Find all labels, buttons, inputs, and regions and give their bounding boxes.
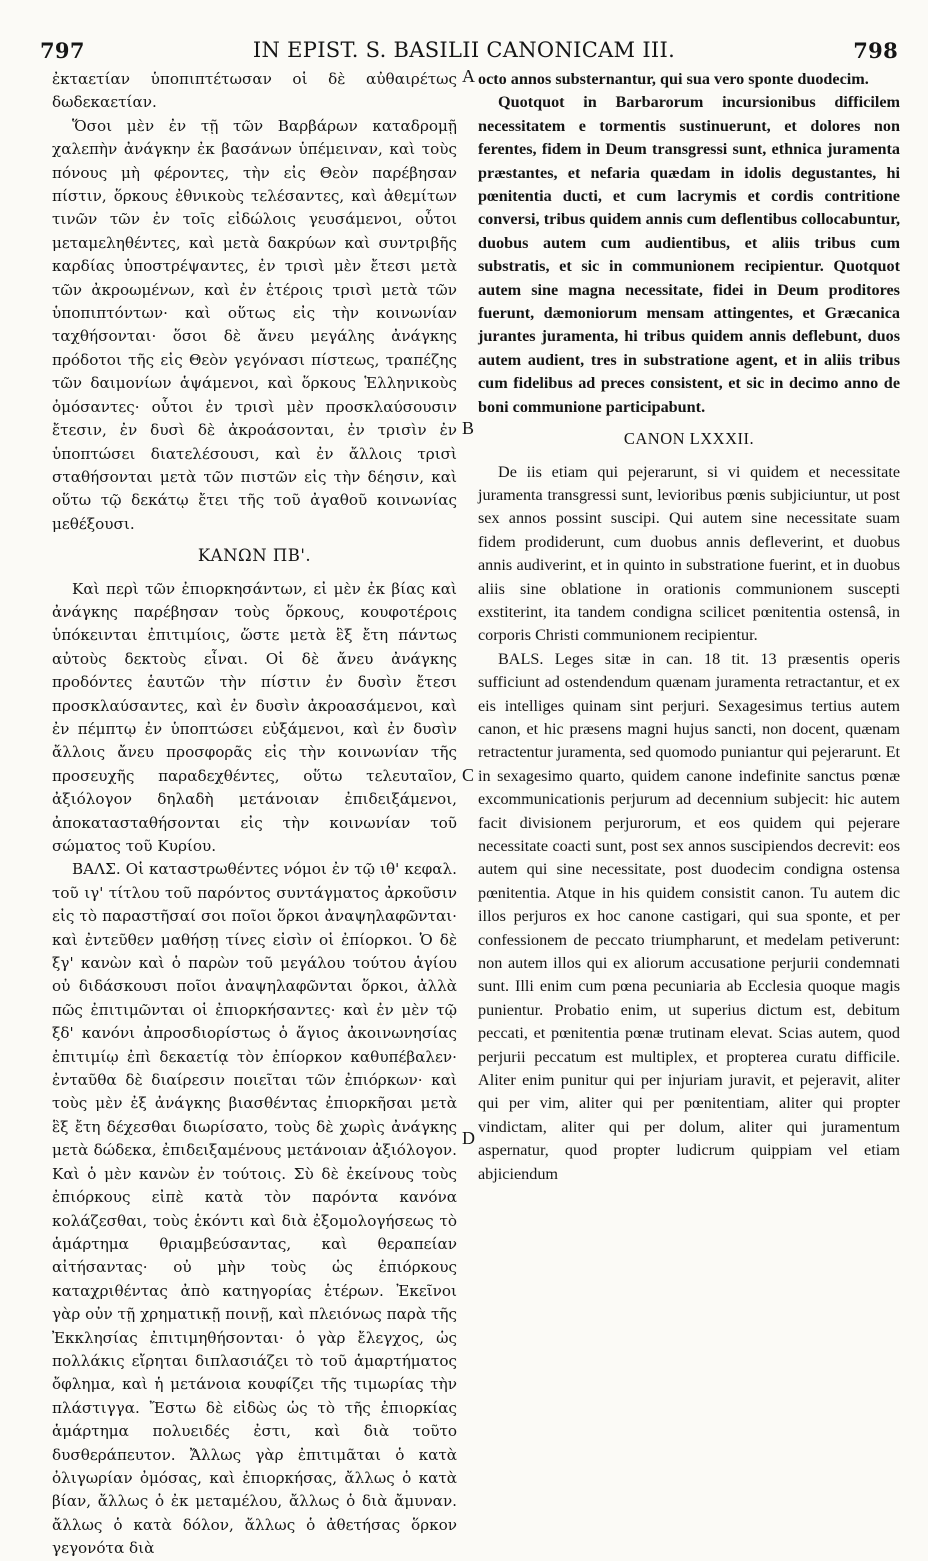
greek-balsamon-commentary: ΒΑΛΣ. Οἱ καταστρωθέντες νόμοι ἐν τῷ ιθ' κεφαλ. τοῦ ιγ' τίτλου τοῦ παρόντος συντάγματος ἀρκοῦσιν εἰς τὸ παραστῆσαί σοι ποῖοι ὅρκοι ἀναψηλαφῶνται· καὶ ἐντεῦθεν μαθήσῃ τίνες εἰσὶν οἱ ἐπίορκοι. Ὁ δὲ ξγ' κανὼν καὶ ὁ παρὼν τοῦ μεγάλου τούτου ἁγίου οὐ διδάσκουσι ποῖοι ἀναψηλαφῶνται ὅρκοι, ἀλλὰ πῶς ἐπιτιμῶνται οἱ ἐπιορκήσαντες· καὶ ἐν μὲν τῷ ξδ' κανόνι ἀπροσδιορίστως ὁ ἅγιος ἀκοινωνησίας ἐπιτιμίῳ ἐπὶ δεκαετίᾳ τὸν ἐπίορκον καθυπέβαλεν· ἐνταῦθα δὲ διαίρεσιν ποιεῖται τῶν ἐπιόρκων· καὶ τοὺς μὲν ἐξ ἀνάγκης βιασθέντας ἐπιορκῆσαι μετὰ ἓξ ἔτη δέχεσθαι διωρίσατο, τοὺς δὲ χωρὶς ἀνάγκης μετὰ δώδεκα, ἐπιδειξαμένους μετάνοιαν ἀξιόλογον. Καὶ ὁ μὲν κανὼν ἐν τούτοις. Σὺ δὲ ἐκείνους τοὺς ἐπιόρκους εἰπὲ κατὰ τὸν παρόντα κανόνα κολάζεσθαι, τοὺς ἑκόντι καὶ διὰ ἐξομολογήσεως τὸ ἁμάρτημα θριαμβεύσαντας, καὶ θεραπείαν αἰτήσαντας· οὐ μὴν τοὺς ὡς ἐπιόρκους καταχριθέντας ἀπὸ κατηγορίας ἑτέρων. Ἐκεῖνοι γὰρ οὐν τῇ χρηματικῇ ποινῇ, καὶ πλειόνως παρὰ τῆς Ἐκκλησίας ἐπιτιμηθήσονται· ὁ γὰρ ἔλεγχος, ὡς πολλάκις εἴρηται διπλασιάζει τὸ τοῦ ἁμαρτήματος ὄφλημα, καὶ ἡ μετάνοια κουφίζει τῆς τιμωρίας τὴν πλάστιγγα. Ἔστω δὲ εἰδὼς ὡς τὸ τῆς ἐπιορκίας ἁμάρτημα πολυειδές ἐστι, καὶ διὰ τοῦτο δυσθεράπευτον. Ἄλλως γὰρ ἐπιτιμᾶται ὁ κατὰ ὀλιγωρίαν ὀμόσας, καὶ ἐπιορκήσας, ἄλλως ὁ κατὰ βίαν, ἄλλως ὁ ἐκ μεταμέλου, ἄλλως ὁ διὰ ἄμυναν. ἄλλως ὁ κατὰ δόλον, ἄλλως ὁ ἀθετήσας ὅρκον γεγονότα διὰ <box>52 860 457 1558</box>
greek-paragraph-0: ἐκταετίαν ὑποπιπτέτωσαν οἱ δὲ αὐθαιρέτως δωδεκαετίαν. <box>52 70 457 112</box>
section-letter-b: B <box>462 418 475 438</box>
greek-paragraph-1: Ὅσοι μὲν ἐν τῇ τῶν Βαρβάρων καταδρομῇ χαλεπὴν ἀνάγκην ἐκ βασάνων ὑπέμειναν, καὶ τοὺς πόνους μὴ φέροντες, τὴν εἰς Θεὸν παρέβησαν πίστιν, ὅρκους ἐθνικοὺς τελέσαντες, καὶ ἀθεμίτων τινῶν τῶν ἐν τοῖς εἰδώλοις γευσάμενοι, οὗτοι μεταμεληθέντες, καὶ μετὰ δακρύων καὶ συντριβῆς καρδίας ὑποστρέψαντες, ἐν τρισὶ μὲν ἔτεσι μετὰ τῶν ἀκροωμένων, καὶ ἐν ἑτέροις τρισὶ μετὰ τῶν ὑποπιπτόντων· καὶ οὕτως εἰς τὴν κοινωνίαν ταχθήσονται· ὅσοι δὲ ἄνευ μεγάλης ἀνάγκης πρόδοτοι τῆς εἰς Θεὸν γεγόνασι πίστεως, τραπέζης τῶν δαιμονίων ἁψάμενοι, καὶ ὅρκους Ἑλληνικοὺς ὀμόσαντες· οὗτοι ἐν τρισὶ μὲν προσκλαύσουσιν ἔτεσιν, ἐν δυσὶ δὲ ἀκροάσονται, ἐν τρισὶν ἐν ὑποπτώσει διατελέσουσι, καὶ ἐν ἄλλοις τρισὶ σταθήσονται μετὰ τῶν πιστῶν εἰς τὴν δέησιν, καὶ οὕτω τῷ δεκάτῳ ἔτει τῆς τοῦ ἀγαθοῦ κοινωνίας μεθέξουσι. <box>52 116 457 533</box>
latin-column <box>478 68 900 1186</box>
greek-paragraph-2: Καὶ περὶ τῶν ἐπιορκησάντων, εἰ μὲν ἐκ βίας καὶ ἀνάγκης παρέβησαν τοὺς ὅρκους, κουφοτέροις ὑπόκεινται ἐπιτιμίοις, ὥστε μετὰ ἓξ ἔτη πάντως αὐτοὺς δεκτοὺς εἶναι. Οἱ δὲ ἄνευ ἀνάγκης προδόντες ἑαυτῶν τὴν πίστιν ἐν δυσὶν ἔτεσι προσκλαύσαντες, καὶ ἐν δυσὶν ἀκροασάμενοι, καὶ ἐν πέμπτῳ ἐν ὑποπτώσει εὐξάμενοι, καὶ ἐν δυσὶν ἄλλοις ἄνευ προσφορᾶς εἰς τὴν κοινωνίαν τῆς προσευχῆς παραδεχθέντες, οὕτω τελευταῖον, ἀξιόλογον δηλαδὴ μετάνοιαν ἐπιδειξάμενοι, ἀποκατασταθήσονται εἰς τὴν κοινωνίαν τοῦ σώματος τοῦ Κυρίου. <box>52 579 457 855</box>
latin-paragraph-1: Quotquot in Barbarorum incursionibus difficilem necessitatem e tormentis sustinuerunt, et dolores non ferentes, fidem in Deum transgressi sunt, ethnica juramenta præstantes, et nefaria quædam in idolis degustantes, hi pœnitentia ducti, et cum lacrymis et cordis contritione conversi, tribus quidem annis cum deflentibus collocabuntur, duobus autem cum audientibus, et aliis tribus cum substratis, et sic in communionem recipientur. Quotquot autem sine magna necessitate, fidei in Deum proditores fuerunt, dæmoniorum mensam attingentes, et Græcanica jurantes juramenta, hi tribus quidem annis deflebunt, duos autem audient, tres in substratione agent, et in aliis tribus cum fidelibus ad preces consistent, et sic in decimo anno de boni communione participabunt. <box>478 93 900 416</box>
greek-column <box>52 68 457 1561</box>
section-letter-c: C <box>462 765 475 785</box>
right-page-number: 798 <box>853 38 898 63</box>
section-letter-d: D <box>462 1128 475 1148</box>
latin-balsamon-commentary: BALS. Leges sitæ in can. 18 tit. 13 præsentis operis sufficiunt ad ostendendum quænam juramenta retractantur, et ex eis intelliges quinam sint perjuri. Sexagesimus tertius autem canon, et hic præsens magni hujus sancti, non docent, quænam retractentur juramenta, sed quomodo puniantur qui pejerarunt. Et in sexagesimo quarto, quidem canone indefinite sanctus pœnæ excommunicationis perjurum ad decennium subjecit: hic autem facit divisionem perjurorum, et eos quidem qui pejerare necessitate coacti sunt, post sex annos suscipiendos decrevit: eos autem qui sine necessitate, post duodecim condigna ostensa pœnitentia. Atque in his quidem consistit canon. Tu autem dic illos perjuros ex hoc canone castigari, qui sua sponte, et per confessionem de peccato triumpharunt, et medelam petiverunt: non autem illos qui ex aliorum accusatione perjurii condemnati sunt. Illi enim cum pœna pecuniaria ab Ecclesia quoque magis punientur. Probatio enim, ut superius dictum est, debitum peccati, et pœnitentia pœnæ trutinam elevat. Scias autem, quod perjurii peccatum est multiplex, et propterea curatu difficile. Aliter enim punitur qui per injuriam juravit, et pejeravit, aliter qui per vim, aliter qui per pœnitentiam, aliter qui propter vindictam, aliter qui per dolum, aliter qui juramentum aspernatur, quod propter ludicrum quippiam vel etiam abjiciendum <box>478 649 900 1183</box>
left-page-number: 797 <box>40 38 85 63</box>
latin-paragraph-2: De iis etiam qui pejerarunt, si vi quidem et necessitate juramenta transgressi sunt, levioribus pœnis subjiciuntur, ut post sex annos possint suscipi. Qui autem sine necessitate suam fidem prodiderunt, cum duobus annis defleverint, et duobus annis audiverint, et in quinto in substratione fuerint, et in duobus aliis sine oblatione in orationis communionem suscepti exstiterint, ita tandem condigna scilicet pœnitentia ostensâ, in corporis Christi communionem recipientur. <box>478 462 900 645</box>
running-title: IN EPIST. S. BASILII CANONICAM III. <box>252 38 676 62</box>
latin-canon-title: CANON LXXXII. <box>623 429 755 449</box>
running-header <box>0 38 928 68</box>
greek-canon-title: ΚΑΝΩΝ ΠΒ'. <box>197 546 312 566</box>
section-letter-a: A <box>462 66 475 86</box>
latin-paragraph-0: octo annos substernantur, qui sua vero sponte duodecim. <box>478 70 869 88</box>
